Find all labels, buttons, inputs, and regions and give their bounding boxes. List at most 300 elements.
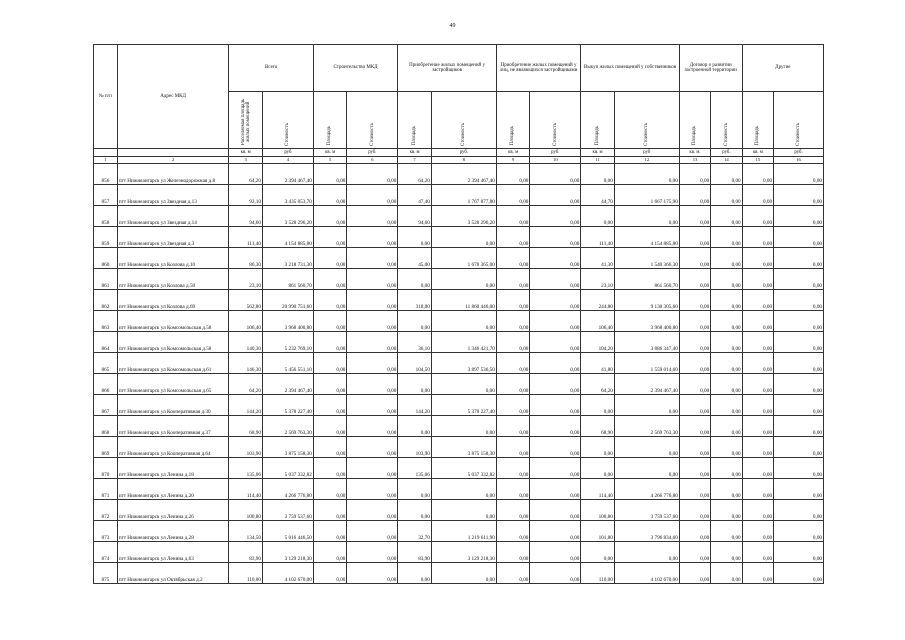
value-cell: 32,70 [398, 521, 432, 542]
value-cell: 0,00 [774, 290, 824, 311]
unit-cell: кв. м [742, 149, 773, 157]
value-cell: 0,00 [711, 374, 742, 395]
value-cell: 0,00 [742, 458, 773, 479]
table-row [94, 479, 824, 500]
value-cell: 1 667 175,90 [614, 185, 679, 206]
value-cell: 0,00 [742, 437, 773, 458]
value-cell: 0,00 [774, 437, 824, 458]
value-cell: 0,00 [496, 206, 530, 227]
value-cell: 0,00 [496, 269, 530, 290]
value-cell: 0,00 [679, 248, 710, 269]
row-number: 867 [94, 395, 118, 416]
row-number: 864 [94, 332, 118, 353]
address-cell: пгт Нижнеангарск ул Комсомольская д.58 [117, 332, 229, 353]
value-cell: 0,00 [742, 521, 773, 542]
table-row [94, 311, 824, 332]
units-row [94, 149, 824, 157]
address-cell: пгт Нижнеангарск ул Железнодорожная д.8 [117, 164, 229, 185]
value-cell: 0,00 [313, 206, 347, 227]
group-header-row [94, 45, 824, 92]
value-cell: 0,00 [530, 521, 581, 542]
address-cell: пгт Нижнеангарск ул Кооперативная д.37 [117, 416, 229, 437]
value-cell: 68,90 [229, 416, 263, 437]
column-number: 16 [774, 157, 824, 164]
value-cell: 0,00 [313, 353, 347, 374]
value-cell: 562,80 [229, 290, 263, 311]
value-cell: 0,00 [347, 437, 398, 458]
value-cell: 0,00 [496, 521, 530, 542]
value-cell: 0,00 [347, 290, 398, 311]
value-cell: 0,00 [496, 437, 530, 458]
value-cell: 41,80 [581, 353, 615, 374]
value-cell: 0,00 [774, 185, 824, 206]
address-cell: пгт Нижнеангарск ул Ленина д.63 [117, 542, 229, 563]
value-cell: 0,00 [711, 164, 742, 185]
value-cell: 0,00 [347, 206, 398, 227]
row-number: 862 [94, 290, 118, 311]
address-cell: пгт Нижнеангарск ул Комсомольская д.61 [117, 353, 229, 374]
table-row [94, 206, 824, 227]
column-number: 6 [347, 157, 398, 164]
value-cell: 0,00 [774, 542, 824, 563]
value-cell: 0,00 [313, 248, 347, 269]
value-cell: 23,10 [581, 269, 615, 290]
value-cell: 0,00 [679, 416, 710, 437]
value-cell: 0,00 [431, 374, 496, 395]
value-cell: 0,00 [347, 542, 398, 563]
row-number: 858 [94, 206, 118, 227]
value-cell: 135,06 [229, 458, 263, 479]
value-cell: 0,00 [313, 416, 347, 437]
value-cell: 86,30 [229, 248, 263, 269]
value-cell: 135,06 [398, 458, 432, 479]
value-cell: 0,00 [711, 269, 742, 290]
resettlement-table [93, 44, 824, 584]
value-cell: 4 102 670,00 [614, 563, 679, 584]
column-number: 13 [679, 157, 710, 164]
address-cell: пгт Нижнеангарск ул Комсомольская д.58 [117, 311, 229, 332]
value-cell: 0,00 [313, 563, 347, 584]
group-header-construction: Строительство МКД [313, 45, 397, 92]
value-cell: 0,00 [679, 332, 710, 353]
value-cell: 0,00 [581, 437, 615, 458]
value-cell: 0,00 [398, 416, 432, 437]
value-cell: 20 990 751,60 [262, 290, 313, 311]
column-number: 2 [117, 157, 229, 164]
value-cell: 0,00 [774, 563, 824, 584]
value-cell: 0,00 [679, 164, 710, 185]
value-cell: 0,00 [530, 458, 581, 479]
table-body [94, 164, 824, 584]
row-number: 871 [94, 479, 118, 500]
value-cell: 0,00 [496, 332, 530, 353]
value-cell: 0,00 [774, 206, 824, 227]
value-cell: 0,00 [679, 479, 710, 500]
column-number: 9 [496, 157, 530, 164]
subheader-cost: Стоимость [347, 92, 398, 149]
group-header-other: Другие [742, 45, 823, 92]
value-cell: 0,00 [679, 542, 710, 563]
value-cell: 0,00 [530, 227, 581, 248]
subheader-area: Площадь [742, 92, 773, 149]
value-cell: 0,00 [347, 458, 398, 479]
column-number: 10 [530, 157, 581, 164]
unit-cell: кв. м [229, 149, 263, 157]
value-cell: 0,00 [614, 206, 679, 227]
group-header-total: Всего [229, 45, 313, 92]
value-cell: 0,00 [711, 332, 742, 353]
subheader-cost: Стоимость [614, 92, 679, 149]
value-cell: 0,00 [431, 269, 496, 290]
value-cell: 0,00 [614, 164, 679, 185]
value-cell: 3 528 296,20 [262, 206, 313, 227]
value-cell: 3 875 158,30 [262, 437, 313, 458]
value-cell: 0,00 [431, 500, 496, 521]
value-cell: 23,10 [229, 269, 263, 290]
row-number: 866 [94, 374, 118, 395]
table-row [94, 269, 824, 290]
value-cell: 3 218 731,30 [262, 248, 313, 269]
value-cell: 64,20 [229, 374, 263, 395]
unit-cell: руб. [530, 149, 581, 157]
value-cell: 0,00 [774, 311, 824, 332]
value-cell: 0,00 [530, 332, 581, 353]
address-cell: пгт Нижнеангарск ул Ленина д.28 [117, 521, 229, 542]
column-number: 5 [313, 157, 347, 164]
value-cell: 0,00 [496, 353, 530, 374]
value-cell: 3 968 400,80 [614, 311, 679, 332]
value-cell: 3 968 400,80 [262, 311, 313, 332]
row-number: 861 [94, 269, 118, 290]
value-cell: 68,90 [581, 416, 615, 437]
unit-cell: руб. [711, 149, 742, 157]
value-cell: 144,20 [398, 395, 432, 416]
value-cell: 3 759 537,60 [262, 500, 313, 521]
value-cell: 861 560,70 [614, 269, 679, 290]
table-row [94, 437, 824, 458]
value-cell: 0,00 [347, 521, 398, 542]
address-cell: пгт Нижнеангарск ул Ленина д.20 [117, 479, 229, 500]
value-cell: 0,00 [711, 458, 742, 479]
value-cell: 44,70 [581, 185, 615, 206]
row-number: 859 [94, 227, 118, 248]
value-cell: 0,00 [679, 458, 710, 479]
value-cell: 0,00 [313, 437, 347, 458]
value-cell: 0,00 [347, 185, 398, 206]
value-cell: 2 569 763,30 [262, 416, 313, 437]
column-number: 14 [711, 157, 742, 164]
value-cell: 2 394 467,40 [431, 164, 496, 185]
value-cell: 111,40 [581, 227, 615, 248]
value-cell: 3 528 296,20 [431, 206, 496, 227]
value-cell: 0,00 [614, 458, 679, 479]
value-cell: 146,30 [229, 353, 263, 374]
value-cell: 0,00 [313, 395, 347, 416]
table-row [94, 227, 824, 248]
value-cell: 0,00 [679, 563, 710, 584]
value-cell: 0,00 [431, 311, 496, 332]
value-cell: 0,00 [530, 563, 581, 584]
address-cell: пгт Нижнеангарск ул Ленина д.18 [117, 458, 229, 479]
value-cell: 0,00 [774, 416, 824, 437]
value-cell: 0,00 [347, 353, 398, 374]
value-cell: 0,00 [347, 269, 398, 290]
subheader-settlement-area: Расселяемая площадь жилых помещений [229, 92, 263, 149]
value-cell: 3 875 158,30 [431, 437, 496, 458]
row-number: 874 [94, 542, 118, 563]
unit-cell: кв. м [313, 149, 347, 157]
value-cell: 0,00 [581, 458, 615, 479]
value-cell: 114,40 [229, 479, 263, 500]
table-row [94, 248, 824, 269]
value-cell: 110,00 [581, 563, 615, 584]
address-cell: пгт Нижнеангарск ул Звездная д.14 [117, 206, 229, 227]
value-cell: 0,00 [742, 164, 773, 185]
table-row [94, 458, 824, 479]
group-header-buyout-owners: Выкуп жилых помещений у собственников [581, 45, 680, 92]
value-cell: 0,00 [398, 311, 432, 332]
value-cell: 0,00 [614, 542, 679, 563]
value-cell: 1 559 014,60 [614, 353, 679, 374]
subheader-cost: Стоимость [711, 92, 742, 149]
value-cell: 0,00 [313, 332, 347, 353]
table-row [94, 374, 824, 395]
value-cell: 0,00 [742, 269, 773, 290]
address-cell: пгт Нижнеангарск ул Звездная д.3 [117, 227, 229, 248]
value-cell: 94,60 [398, 206, 432, 227]
value-cell: 0,00 [496, 185, 530, 206]
value-cell: 0,00 [742, 311, 773, 332]
value-cell: 140,30 [229, 332, 263, 353]
value-cell: 45,00 [398, 248, 432, 269]
value-cell: 3 129 218,30 [431, 542, 496, 563]
group-header-development-agreement: Договор о развитии застроенной территории [679, 45, 742, 92]
value-cell: 3 129 218,30 [262, 542, 313, 563]
value-cell: 0,00 [679, 374, 710, 395]
value-cell: 0,00 [347, 248, 398, 269]
row-number: 868 [94, 416, 118, 437]
value-cell: 0,00 [614, 437, 679, 458]
value-cell: 0,00 [530, 437, 581, 458]
address-cell: пгт Нижнеангарск ул Козлова д.50 [117, 269, 229, 290]
value-cell: 0,00 [742, 416, 773, 437]
value-cell: 0,00 [496, 395, 530, 416]
value-cell: 0,00 [774, 395, 824, 416]
value-cell: 0,00 [530, 164, 581, 185]
value-cell: 0,00 [711, 227, 742, 248]
value-cell: 103,90 [229, 437, 263, 458]
value-cell: 0,00 [347, 479, 398, 500]
value-cell: 4 102 670,00 [262, 563, 313, 584]
subheader-area: Площадь [496, 92, 530, 149]
value-cell: 0,00 [530, 479, 581, 500]
value-cell: 0,00 [496, 290, 530, 311]
value-cell: 0,00 [581, 395, 615, 416]
group-header-purchase-developers: Приобретение жилых помещений у застройщиков [398, 45, 497, 92]
row-number: 860 [94, 248, 118, 269]
value-cell: 0,00 [742, 353, 773, 374]
value-cell: 134,50 [229, 521, 263, 542]
value-cell: 5 378 227,40 [262, 395, 313, 416]
page-number: 49 [449, 23, 456, 29]
value-cell: 3 886 347,40 [614, 332, 679, 353]
value-cell: 0,00 [742, 332, 773, 353]
value-cell: 0,00 [711, 185, 742, 206]
value-cell: 0,00 [742, 227, 773, 248]
table-row [94, 164, 824, 185]
address-cell: пгт Нижнеангарск ул Октябрьская д.2 [117, 563, 229, 584]
address-header: Адрес МКД [117, 45, 229, 149]
value-cell: 0,00 [711, 500, 742, 521]
value-cell: 5 037 332,82 [431, 458, 496, 479]
value-cell: 0,00 [711, 563, 742, 584]
value-cell: 0,00 [742, 206, 773, 227]
value-cell: 83,90 [229, 542, 263, 563]
value-cell: 5 037 332,82 [262, 458, 313, 479]
unit-cell: руб. [347, 149, 398, 157]
value-cell: 100,80 [581, 500, 615, 521]
column-number: 4 [262, 157, 313, 164]
unit-cell: руб [262, 149, 313, 157]
row-number: 863 [94, 311, 118, 332]
subheader-cost: Стоимость [431, 92, 496, 149]
value-cell: 0,00 [398, 269, 432, 290]
value-cell: 0,00 [581, 164, 615, 185]
table-row [94, 353, 824, 374]
value-cell: 0,00 [530, 395, 581, 416]
group-header-purchase-non-developers: Приобретение жилых помещений у лиц, не являющихся застройщиками [496, 45, 580, 92]
value-cell: 41,30 [581, 248, 615, 269]
value-cell: 0,00 [496, 227, 530, 248]
address-cell: пгт Нижнеангарск ул Ленина д.26 [117, 500, 229, 521]
value-cell: 0,00 [679, 185, 710, 206]
table-row [94, 521, 824, 542]
address-cell: пгт Нижнеангарск ул Кооперативная д.64 [117, 437, 229, 458]
value-cell: 0,00 [774, 458, 824, 479]
value-cell: 0,00 [496, 311, 530, 332]
value-cell: 5 378 227,40 [431, 395, 496, 416]
value-cell: 64,20 [398, 164, 432, 185]
value-cell: 0,00 [679, 500, 710, 521]
column-number: 8 [431, 157, 496, 164]
value-cell: 0,00 [711, 248, 742, 269]
subheader-cost: Стоимость [774, 92, 824, 149]
value-cell: 101,80 [581, 521, 615, 542]
value-cell: 0,00 [347, 563, 398, 584]
table-row [94, 185, 824, 206]
value-cell: 94,60 [229, 206, 263, 227]
value-cell: 0,00 [530, 248, 581, 269]
unit-cell: руб. [431, 149, 496, 157]
value-cell: 0,00 [313, 521, 347, 542]
value-cell: 0,00 [711, 395, 742, 416]
table-row [94, 563, 824, 584]
unit-cell: кв. м [581, 149, 615, 157]
value-cell: 114,40 [581, 479, 615, 500]
value-cell: 83,90 [398, 542, 432, 563]
value-cell: 0,00 [774, 164, 824, 185]
address-cell: пгт Нижнеангарск ул Комсомольская д.65 [117, 374, 229, 395]
value-cell: 92,10 [229, 185, 263, 206]
value-cell: 2 394 467,40 [614, 374, 679, 395]
value-cell: 0,00 [313, 164, 347, 185]
value-cell: 0,00 [614, 395, 679, 416]
subheader-area: Площадь [313, 92, 347, 149]
value-cell: 0,00 [313, 311, 347, 332]
value-cell: 0,00 [530, 374, 581, 395]
value-cell: 0,00 [679, 437, 710, 458]
value-cell: 0,00 [496, 542, 530, 563]
value-cell: 36,10 [398, 332, 432, 353]
value-cell: 64,20 [229, 164, 263, 185]
value-cell: 0,00 [774, 374, 824, 395]
value-cell: 0,00 [679, 521, 710, 542]
value-cell: 0,00 [711, 437, 742, 458]
value-cell: 0,00 [530, 542, 581, 563]
value-cell: 1 767 877,80 [431, 185, 496, 206]
subheader-cost: Стоимость [262, 92, 313, 149]
value-cell: 0,00 [313, 500, 347, 521]
row-number: 870 [94, 458, 118, 479]
value-cell: 0,00 [530, 290, 581, 311]
value-cell: 9 130 305,60 [614, 290, 679, 311]
value-cell: 0,00 [742, 479, 773, 500]
value-cell: 0,00 [530, 269, 581, 290]
value-cell: 0,00 [313, 479, 347, 500]
value-cell: 106,40 [229, 311, 263, 332]
value-cell: 0,00 [313, 458, 347, 479]
address-cell: пгт Нижнеангарск ул Козлова д.10 [117, 248, 229, 269]
value-cell: 0,00 [313, 227, 347, 248]
column-number-row [94, 157, 824, 164]
row-number: 857 [94, 185, 118, 206]
value-cell: 0,00 [347, 395, 398, 416]
value-cell: 0,00 [711, 416, 742, 437]
value-cell: 0,00 [774, 248, 824, 269]
value-cell: 4 154 885,80 [262, 227, 313, 248]
value-cell: 106,40 [581, 311, 615, 332]
value-cell: 0,00 [496, 500, 530, 521]
subheader-area: Площадь [679, 92, 710, 149]
value-cell: 0,00 [398, 563, 432, 584]
value-cell: 0,00 [742, 563, 773, 584]
table-row [94, 290, 824, 311]
value-cell: 0,00 [711, 353, 742, 374]
column-number: 3 [229, 157, 263, 164]
value-cell: 0,00 [774, 500, 824, 521]
value-cell: 2 394 467,40 [262, 164, 313, 185]
value-cell: 0,00 [581, 542, 615, 563]
value-cell: 0,00 [530, 185, 581, 206]
value-cell: 0,00 [431, 227, 496, 248]
table-row [94, 542, 824, 563]
value-cell: 0,00 [313, 185, 347, 206]
value-cell: 2 569 763,30 [614, 416, 679, 437]
value-cell: 0,00 [774, 227, 824, 248]
value-cell: 0,00 [530, 353, 581, 374]
column-number: 11 [581, 157, 615, 164]
value-cell: 0,00 [711, 290, 742, 311]
value-cell: 0,00 [711, 521, 742, 542]
subheader-area: Площадь [581, 92, 615, 149]
value-cell: 11 860 446,00 [431, 290, 496, 311]
value-cell: 0,00 [679, 269, 710, 290]
value-cell: 0,00 [742, 248, 773, 269]
value-cell: 0,00 [347, 500, 398, 521]
value-cell: 0,00 [742, 542, 773, 563]
value-cell: 0,00 [347, 227, 398, 248]
value-cell: 4 266 776,80 [262, 479, 313, 500]
